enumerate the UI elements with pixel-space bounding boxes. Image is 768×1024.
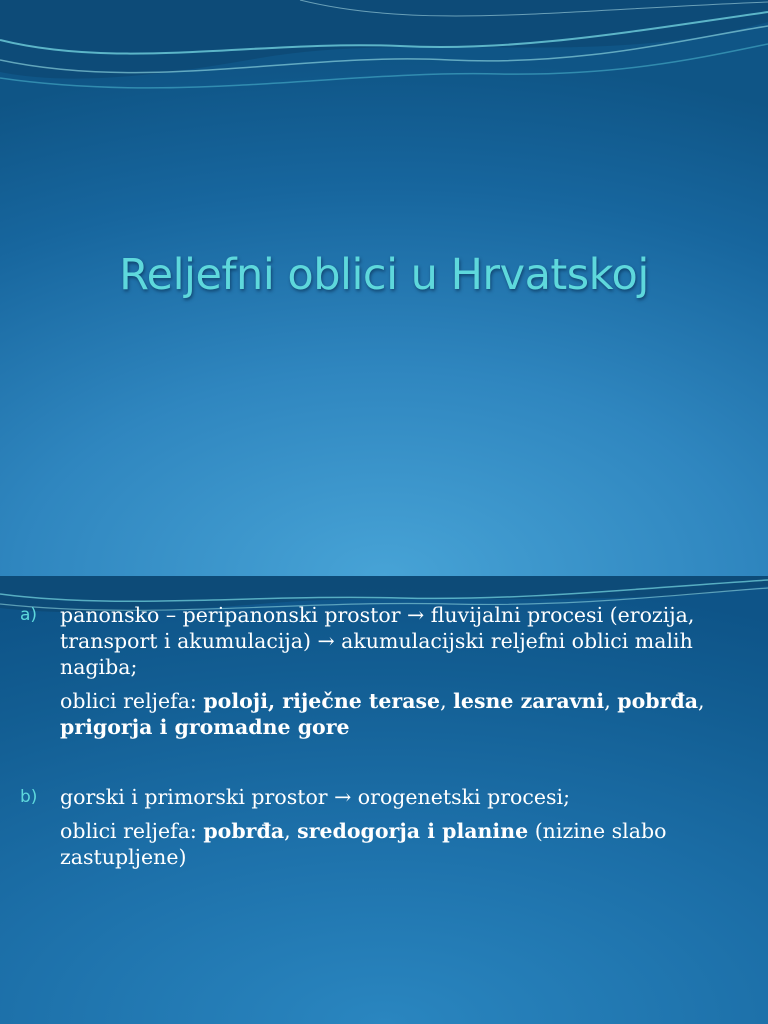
content-slide xyxy=(0,576,768,1024)
list-marker: a) xyxy=(20,605,38,625)
list-item xyxy=(20,784,760,870)
list-item-text: panonsko – peripanonski prostor → fluvijalni procesi (erozija, transport i akumulacija) → akumulacijski reljefni oblici malih nagiba; xyxy=(60,603,695,679)
list-marker: b) xyxy=(20,787,38,807)
list-item-subtext: oblici reljefa: poloji, riječne terase, lesne zaravni, pobrđa, prigorja i gromadne gore xyxy=(60,689,705,739)
list-item-subtext: oblici reljefa: pobrđa, sredogorja i planine (nizine slabo zastupljene) xyxy=(60,819,667,869)
list-item-text: gorski i primorski prostor → orogenetski procesi; xyxy=(60,785,570,809)
bullet-list xyxy=(20,602,760,870)
wave-decoration xyxy=(0,0,768,110)
list-item xyxy=(20,602,760,740)
slide-title: Reljefni oblici u Hrvatskoj xyxy=(119,250,649,300)
